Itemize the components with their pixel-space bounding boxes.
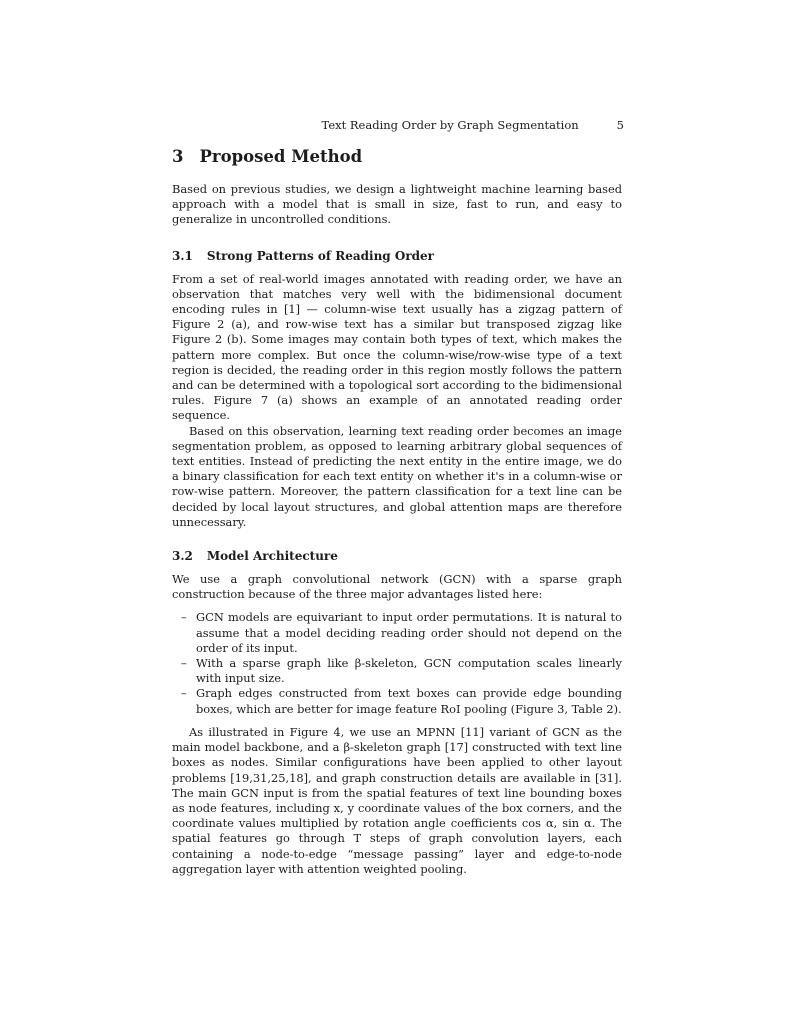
subsection-heading-3-2 xyxy=(172,548,622,564)
section-heading xyxy=(172,146,622,168)
list-item-text: Graph edges constructed from text boxes can provide edge bounding boxes, which are better for image feature RoI pooling (Figure 3, Table 2). xyxy=(196,686,622,716)
list-dash: – xyxy=(181,686,187,701)
advantages-list xyxy=(172,610,622,716)
paragraph-observation: From a set of real-world images annotated with reading order, we have an observation that matches very well with the bidimensional document encoding rules in [1] — column-wise text usually has a zigzag pattern of Figure 2 (a), and row-wise text has a similar but transposed zigzag like Figure 2 (b). Some images may contain both types of text, which makes the pattern more complex. But once the column-wise/row-wise type of a text region is decided, the reading order in this region mostly follows the pattern and can be determined with a topological sort according to the bidimensional rules. Figure 7 (a) shows an example of an annotated reading order sequence. xyxy=(172,271,622,423)
list-dash: – xyxy=(181,656,187,671)
list-item-text: With a sparse graph like β-skeleton, GCN computation scales linearly with input size. xyxy=(196,656,622,686)
list-item xyxy=(172,610,622,656)
subsection-title: Strong Patterns of Reading Order xyxy=(206,248,434,263)
subsection-number: 3.2 xyxy=(172,549,193,564)
section-intro-paragraph: Based on previous studies, we design a lightweight machine learning based approach with a model that is small in size, fast to run, and easy to generalize in uncontrolled conditions. xyxy=(172,182,622,227)
list-item xyxy=(172,686,622,716)
section-title: Proposed Method xyxy=(199,147,363,166)
page-body xyxy=(172,146,622,877)
list-dash: – xyxy=(181,610,187,625)
section-number: 3 xyxy=(172,147,184,166)
running-title: Text Reading Order by Graph Segmentation xyxy=(321,118,579,132)
paragraph-segmentation: Based on this observation, learning text reading order becomes an image segmentation problem, as opposed to learning arbitrary global sequences of text entities. Instead of predicting the next entity in the entire image, we do a binary classification for each text entity on whether it's in a column-wise or row-wise pattern. Moreover, the pattern classification for a text line can be decided by local layout structures, and global attention maps are therefore unnecessary. xyxy=(172,423,622,529)
subsection-heading-3-1 xyxy=(172,248,622,264)
running-header xyxy=(172,118,624,132)
subsection-title: Model Architecture xyxy=(206,549,338,564)
paragraph-gcn-intro: We use a graph convolutional network (GCN) with a sparse graph construction because of the three major advantages listed here: xyxy=(172,572,622,602)
paragraph-architecture: As illustrated in Figure 4, we use an MPNN [11] variant of GCN as the main model backbone, and a β-skeleton graph [17] constructed with text line boxes as nodes. Similar configurations have been applied to other layout problems [19,31,25,18], and graph construction details are available in [31]. The main GCN input is from the spatial features of text line bounding boxes as node features, including x, y coordinate values of the box corners, and the coordinate values multiplied by rotation angle coefficients cos α, sin α. The spatial features go through T steps of graph convolution layers, each containing a node-to-edge “message passing” layer and edge-to-node aggregation layer with attention weighted pooling. xyxy=(172,724,622,876)
list-item xyxy=(172,656,622,686)
page-number: 5 xyxy=(616,118,624,132)
subsection-number: 3.1 xyxy=(172,248,193,263)
list-item-text: GCN models are equivariant to input order permutations. It is natural to assume that a model deciding reading order should not depend on the order of its input. xyxy=(196,610,622,655)
